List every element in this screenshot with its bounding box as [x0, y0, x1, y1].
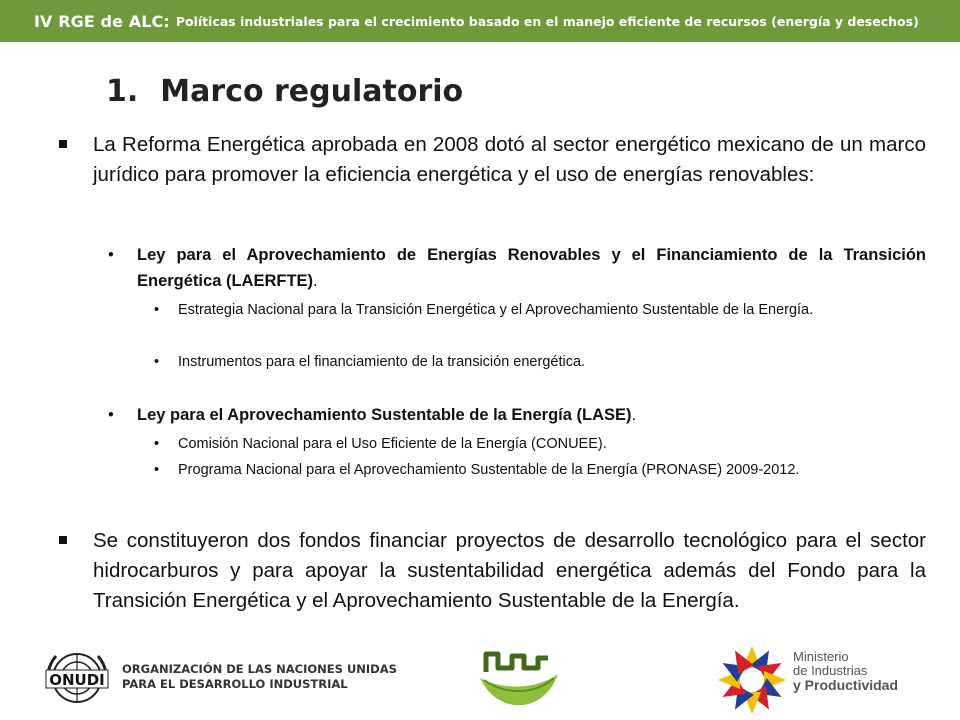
sub-item: • Estrategia Nacional para la Transición Energética y el Aprovechamiento Sustentable de la Energía. [178, 298, 926, 322]
un-emblem-icon [42, 648, 112, 712]
bullet-icon: • [154, 302, 160, 318]
bullet-icon: • [154, 354, 160, 370]
law-item: • Ley para el Aprovechamiento de Energías Renovables y el Financiamiento de la Transición Energética (LAERFTE). [137, 242, 926, 294]
title-text: Marco regulatorio [160, 74, 464, 109]
bullet-icon: • [108, 246, 114, 264]
sub-item: • Comisión Nacional para el Uso Eficiente de la Energía (CONUEE). [178, 432, 926, 456]
square-bullet-icon [59, 536, 67, 544]
slide-title [106, 74, 463, 109]
closing-paragraph: Se constituyeron dos fondos financiar proyectos de desarrollo tecnológico para el sector hidrocarburos y para apoyar la sustentabilidad energética además del Fondo para la Transición Energética y el Aprovechamiento Sustentable de la Energía. [93, 526, 926, 616]
intro-paragraph: La Reforma Energética aprobada en 2008 dotó al sector energético mexicano de un marco jurídico para promover la eficiencia energética y el uso de energías renovables: [93, 130, 926, 190]
footer [0, 640, 960, 720]
bullet-icon: • [154, 436, 160, 452]
bullet-icon: • [108, 406, 114, 424]
law-item: • Ley para el Aprovechamiento Sustentable de la Energía (LASE). [137, 402, 926, 428]
law-name: Ley para el Aprovechamiento de Energías Renovables y el Financiamiento de la Transición Energética (LAERFTE) [137, 246, 926, 290]
header-title: IV RGE de ALC: [34, 11, 170, 31]
ministry-name: Ministerio de Industrias y Productividad [793, 649, 899, 693]
square-bullet-icon [59, 140, 67, 148]
bullet-icon: • [154, 462, 160, 478]
title-number: 1. [106, 74, 139, 109]
leaf-logo-icon [466, 642, 566, 718]
svg-text:ONUDI: ONUDI [49, 671, 105, 689]
sub-item: • Instrumentos para el financiamiento de la transición energética. [178, 350, 926, 374]
header-bar [0, 0, 960, 42]
ministry-emblem-icon [712, 642, 790, 718]
law-name: Ley para el Aprovechamiento Sustentable de la Energía (LASE) [137, 406, 632, 424]
sub-item: • Programa Nacional para el Aprovechamiento Sustentable de la Energía (PRONASE) 2009-2012. [178, 458, 926, 482]
header-subtitle: Políticas industriales para el crecimiento basado en el manejo eficiente de recursos (energía y desechos) [175, 13, 919, 29]
onudi-name: ORGANIZACIÓN DE LAS NACIONES UNIDAS PARA EL DESARROLLO INDUSTRIAL [122, 662, 397, 691]
